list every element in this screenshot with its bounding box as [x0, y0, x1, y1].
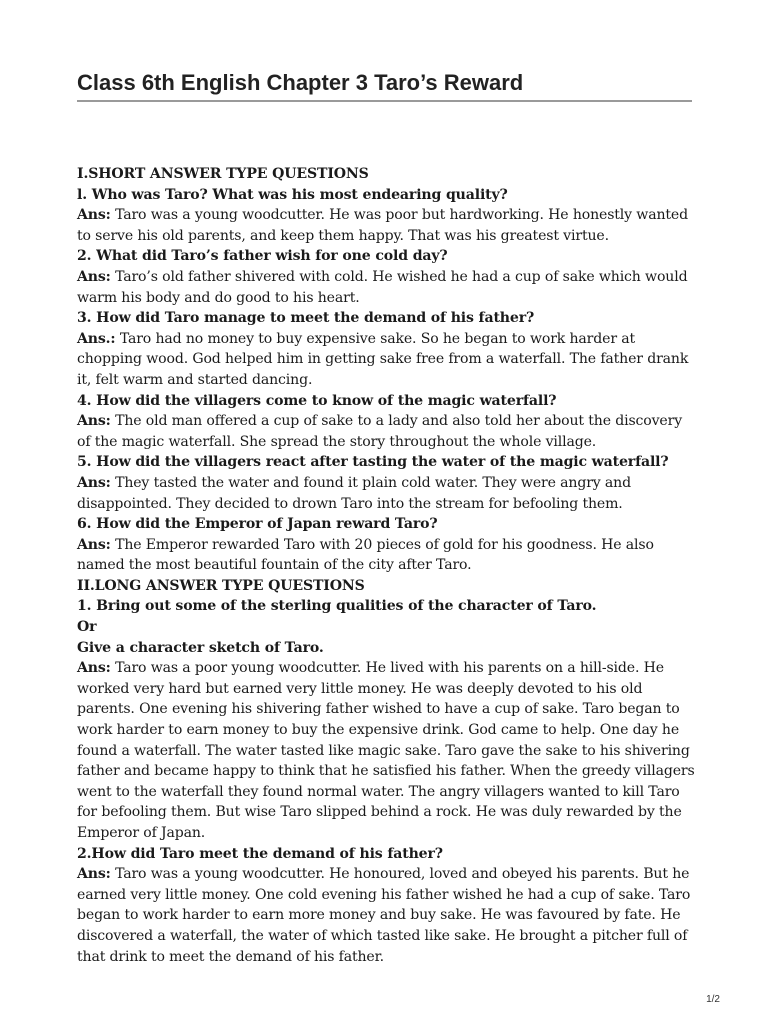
long-question-2: 2.How did Taro meet the demand of his father?: [77, 845, 443, 862]
question-3: 3. How did Taro manage to meet the demand of his father?: [77, 310, 535, 327]
answer-text: Taro was a young woodcutter. He honoured, loved and obeyed his parents. But he earned very little money. One cold evening his father wished he had a cup of sake. Taro began to work harder to earn more money and buy sake. He was favoured by fate. He discovered a waterfall, the water of which tasted like sake. He brought a pitcher full of that drink to meet the demand of his father.: [77, 866, 691, 965]
answer-label: Ans:: [77, 268, 111, 285]
answer-label: Ans:: [77, 413, 111, 430]
section-heading-short-answer: I.SHORT ANSWER TYPE QUESTIONS: [77, 166, 369, 182]
answer-3: [77, 329, 697, 391]
section-heading-long-answer: II.LONG ANSWER TYPE QUESTIONS: [77, 577, 365, 594]
long-question-1: 1. Bring out some of the sterling qualities of the character of Taro.: [77, 598, 597, 615]
answer-text: The old man offered a cup of sake to a lady and also told her about the discovery of the magic waterfall. She spread the story throughout the whole village.: [77, 413, 683, 450]
answer-text: Taro was a poor young woodcutter. He lived with his parents on a hill-side. He worked very hard but earned very little money. He was deeply devoted to his old parents. One evening his shivering father wished to have a cup of sake. Taro began to work harder to earn money to buy the expensive drink. God came to help. One day he found a waterfall. The water tasted like magic sake. Taro gave the sake to his shivering father and became happy to think that he satisfied his father. When the greedy villagers went to the waterfall they found normal water. The angry villagers wanted to kill Taro for befooling them. But wise Taro slipped behind a rock. He was duly rewarded by the Emperor of Japan.: [77, 660, 695, 841]
answer-label: Ans:: [77, 474, 111, 491]
answer-1: [77, 205, 697, 246]
question-5: 5. How did the villagers react after tasting the water of the magic waterfall?: [77, 454, 669, 471]
question-4: 4. How did the villagers come to know of the magic waterfall?: [77, 392, 557, 409]
answer-text: The Emperor rewarded Taro with 20 pieces of gold for his goodness. He also named the most beautiful fountain of the city after Taro.: [77, 536, 654, 574]
answer-label: Ans:: [77, 207, 111, 224]
answer-5: [77, 473, 697, 514]
question-1: l. Who was Taro? What was his most endearing quality?: [77, 186, 508, 203]
answer-4: [77, 411, 697, 452]
answer-2: [77, 267, 697, 308]
long-answer-2: [77, 864, 697, 967]
answer-label: Ans:: [77, 536, 111, 553]
question-6: 6. How did the Emperor of Japan reward Taro?: [77, 516, 438, 533]
answer-text: Taro had no money to buy expensive sake. So he began to work harder at chopping wood. God helped him in getting sake free from a waterfall. The father drank it, felt warm and started dancing.: [77, 330, 689, 388]
page-number: 1/2: [706, 994, 720, 1005]
answer-6: [77, 535, 697, 576]
long-answer-1: [77, 658, 697, 843]
answer-label: Ans:: [77, 660, 111, 677]
answer-text: Taro’s old father shivered with cold. He wished he had a cup of sake which would warm his body and do good to his heart.: [77, 268, 688, 306]
answer-text: Taro was a young woodcutter. He was poor but hardworking. He honestly wanted to serve his old parents, and keep them happy. That was his greatest virtue.: [77, 207, 688, 244]
answer-text: They tasted the water and found it plain cold water. They were angry and disappointed. They decided to drown Taro into the stream for befooling them.: [77, 474, 631, 512]
answer-label: Ans:: [77, 866, 111, 883]
or-label: Or: [77, 619, 97, 636]
answer-label: Ans.:: [77, 330, 116, 347]
document-body: [77, 164, 697, 967]
long-question-1-alt: Give a character sketch of Taro.: [77, 639, 324, 656]
page-title: Class 6th English Chapter 3 Taro’s Reward: [77, 70, 524, 95]
question-2: 2. What did Taro’s father wish for one cold day?: [77, 248, 448, 265]
title-divider: [77, 100, 692, 102]
